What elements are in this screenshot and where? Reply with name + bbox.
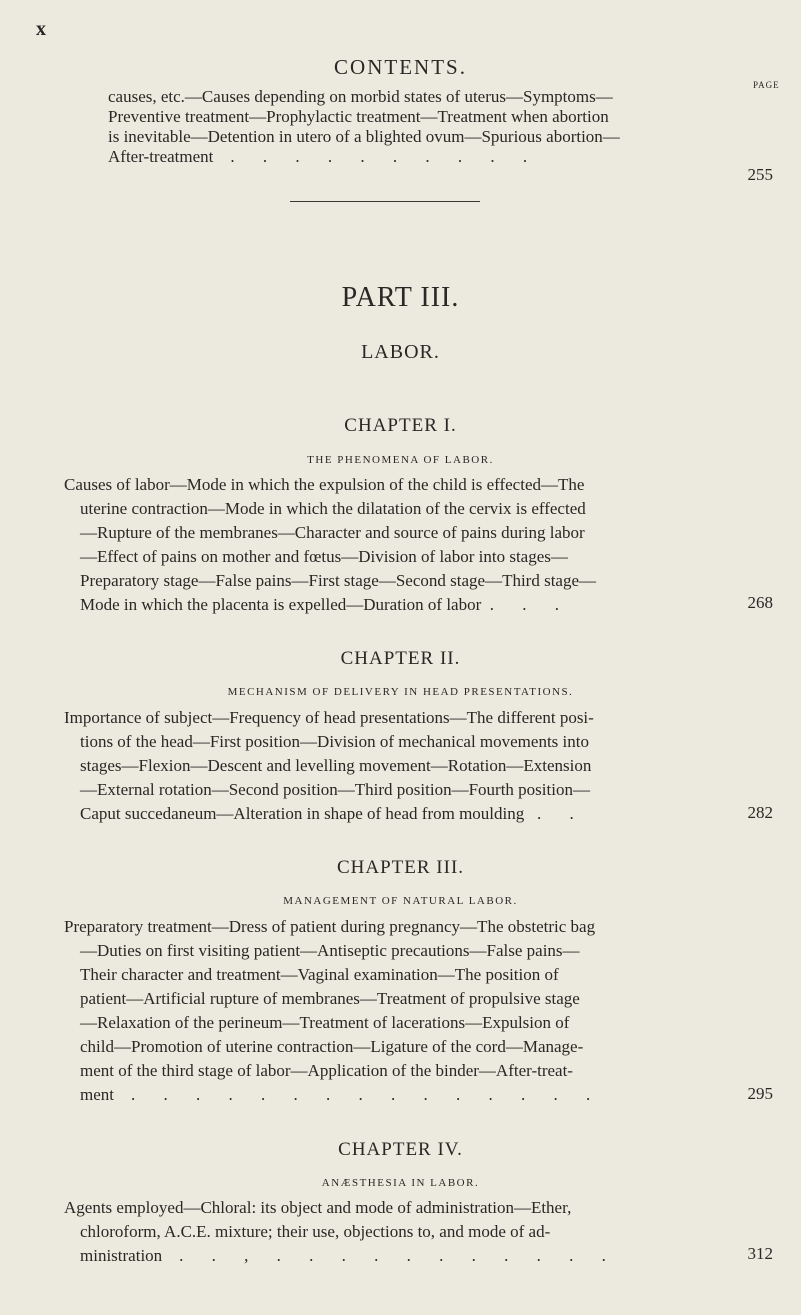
toc-entry-previous <box>108 87 708 167</box>
entry-line: chloroform, A.C.E. mixture; their use, objections to, and mode of ad- <box>80 1222 551 1241</box>
entry-line-last <box>64 1244 744 1268</box>
toc-entry <box>64 915 744 1107</box>
chapter-heading: CHAPTER I. <box>344 415 457 436</box>
entry-line-last <box>64 802 744 826</box>
entry-line-last <box>64 1083 744 1107</box>
divider-rule <box>290 201 480 202</box>
dot-leader: . . . <box>489 595 572 614</box>
entry-text: ministration <box>80 1246 163 1265</box>
chapter-heading: CHAPTER II. <box>340 648 461 669</box>
part-subtitle: LABOR. <box>361 341 440 363</box>
entry-line: is inevitable—Detention in utero of a blighted ovum—Spurious abortion— <box>108 127 620 146</box>
entry-text: Mode in which the placenta is expelled—Duration of labor <box>80 595 482 614</box>
entry-line: Agents employed—Chloral: its object and mode of administration—Ether, <box>64 1198 572 1217</box>
entry-line-last <box>64 593 744 617</box>
entry-line: causes, etc.—Causes depending on morbid states of uterus—Symptoms— <box>108 87 613 106</box>
entry-text: ment <box>80 1085 114 1104</box>
entry-line: Preventive treatment—Prophylactic treatment—Treatment when abortion <box>108 107 609 126</box>
entry-line: uterine contraction—Mode in which the dilatation of the cervix is effected <box>80 499 586 518</box>
page-number: 255 <box>747 165 773 184</box>
entry-line: —Effect of pains on mother and fœtus—Division of labor into stages— <box>80 547 568 566</box>
page-number: 282 <box>747 803 773 822</box>
entry-line: Their character and treatment—Vaginal examination—The position of <box>80 965 559 984</box>
page-number: 268 <box>747 593 773 612</box>
dot-leader: . . , . . . . . . . . . . . <box>179 1246 618 1265</box>
page-number: 295 <box>747 1084 773 1103</box>
page-signature-mark: x <box>36 18 46 40</box>
chapter-subheading: THE PHENOMENA OF LABOR. <box>307 454 494 466</box>
chapter-subheading: ANÆSTHESIA IN LABOR. <box>321 1177 480 1189</box>
part-title: PART III. <box>341 282 460 313</box>
entry-line: tions of the head—First position—Division of mechanical movements into <box>80 732 589 751</box>
toc-entry <box>64 1196 744 1268</box>
chapter-subheading: MECHANISM OF DELIVERY IN HEAD PRESENTATIONS. <box>227 686 574 698</box>
entry-line: —Relaxation of the perineum—Treatment of lacerations—Expulsion of <box>80 1013 570 1032</box>
entry-line: Importance of subject—Frequency of head presentations—The different posi- <box>64 708 594 727</box>
entry-line: Preparatory treatment—Dress of patient during pregnancy—The obstetric bag <box>64 917 596 936</box>
entry-text: Caput succedaneum—Alteration in shape of head from moulding <box>80 804 525 823</box>
chapter-heading: CHAPTER IV. <box>338 1139 463 1160</box>
chapter-heading: CHAPTER III. <box>336 857 465 878</box>
toc-entry <box>64 706 744 826</box>
chapter-subheading: MANAGEMENT OF NATURAL LABOR. <box>283 895 518 907</box>
entry-line: ment of the third stage of labor—Application of the binder—After-treat- <box>80 1061 573 1080</box>
entry-line: —Rupture of the membranes—Character and source of pains during labor <box>80 523 585 542</box>
entry-line: child—Promotion of uterine contraction—Ligature of the cord—Manage- <box>80 1037 584 1056</box>
entry-line: Preparatory stage—False pains—First stage—Second stage—Third stage— <box>80 571 597 590</box>
entry-line-last <box>108 147 708 167</box>
dot-leader: . . . . . . . . . . . . . . . <box>131 1085 603 1104</box>
entry-line: Causes of labor—Mode in which the expulsion of the child is effected—The <box>64 475 585 494</box>
page-column-label: PAGE <box>753 80 780 90</box>
entry-line: —Duties on first visiting patient—Antiseptic precautions—False pains— <box>80 941 580 960</box>
entry-line: stages—Flexion—Descent and levelling movement—Rotation—Extension <box>80 756 592 775</box>
running-head: CONTENTS. <box>334 55 467 79</box>
dot-leader: . . <box>537 804 586 823</box>
entry-text: After-treatment <box>108 147 214 166</box>
entry-line: patient—Artificial rupture of membranes—Treatment of propulsive stage <box>80 989 580 1008</box>
dot-leader: . . . . . . . . . . <box>230 147 540 166</box>
toc-entry <box>64 473 744 617</box>
entry-line: —External rotation—Second position—Third position—Fourth position— <box>80 780 590 799</box>
page-number: 312 <box>747 1244 773 1263</box>
